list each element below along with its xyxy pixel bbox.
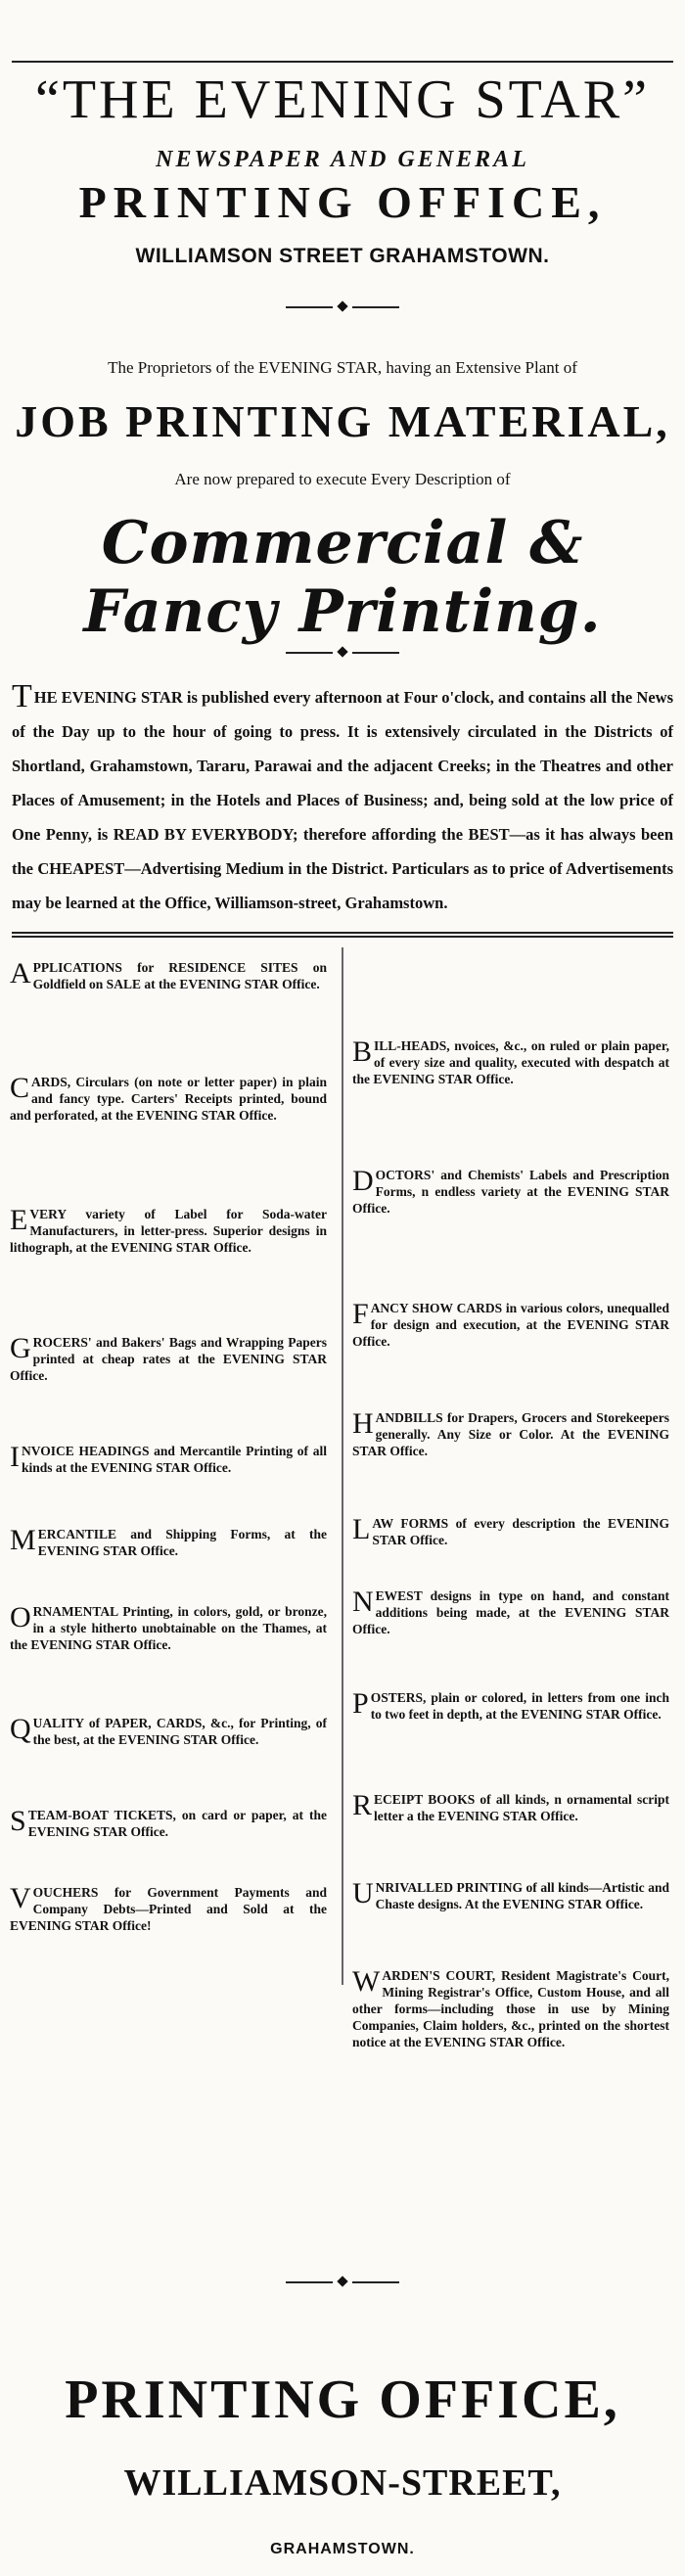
drop-cap: E: [10, 1204, 28, 1236]
drop-cap: L: [352, 1513, 371, 1545]
drop-cap: U: [352, 1877, 374, 1909]
evening-star-paragraph: [12, 680, 673, 920]
ornamental-rule: [0, 2276, 685, 2289]
ad-invoice: [10, 1443, 327, 1476]
drop-cap: F: [352, 1298, 369, 1330]
masthead-title: “THE EVENING STAR”: [34, 69, 651, 130]
masthead-subtitle: NEWSPAPER AND GENERAL: [156, 147, 529, 172]
ornamental-rule: [0, 300, 685, 314]
ad-text: VERY variety of Label for Soda-water Manufacturers, in letter-press. Superior designs in lithograph, at the EVENING STAR Office.: [10, 1207, 327, 1255]
drop-cap: S: [10, 1805, 26, 1837]
ad-text: NRIVALLED PRINTING of all kinds—Artistic and Chaste designs. At the EVENING STAR Office.: [375, 1880, 669, 1911]
printing-office-heading: PRINTING OFFICE,: [78, 177, 607, 227]
street-address: WILLIAMSON STREET GRAHAMSTOWN.: [135, 245, 550, 267]
ad-text: ARDEN'S COURT, Resident Magistrate's Court, Mining Registrar's Office, Custom House, and all other forms—including those in use by Mining Companies, Claim holders, &c., printed on the shortest notice at the EVENING STAR Office.: [352, 1968, 669, 2049]
section-divider: [12, 936, 673, 938]
ad-text: OCTORS' and Chemists' Labels and Prescription Forms, n endless variety at the EVENING STAR Office.: [352, 1168, 669, 1216]
ad-text: ROCERS' and Bakers' Bags and Wrapping Papers printed at cheap rates at the EVENING STAR Office.: [10, 1335, 327, 1383]
job-printing-heading: JOB PRINTING MATERIAL,: [15, 396, 670, 446]
ad-text: UALITY of PAPER, CARDS, &c., for Printing, of the best, at the EVENING STAR Office.: [32, 1716, 327, 1747]
ad-text: PPLICATIONS for RESIDENCE SITES on Goldfield on SALE at the EVENING STAR Office.: [32, 960, 327, 991]
ad-text: NVOICE HEADINGS and Mercantile Printing of all kinds at the EVENING STAR Office.: [22, 1444, 327, 1475]
ad-handbills: [352, 1409, 669, 1459]
ad-posters: [352, 1689, 669, 1723]
ad-text: ECEIPT BOOKS of all kinds, n ornamental script letter a the EVENING STAR Office.: [374, 1792, 669, 1823]
ad-text: OSTERS, plain or colored, in letters from one inch to two feet in depth, at the EVENING STAR Office.: [370, 1690, 669, 1722]
ad-text: AW FORMS of every description the EVENING STAR Office.: [372, 1516, 669, 1547]
drop-cap: N: [352, 1586, 374, 1618]
ad-receipt-books: [352, 1791, 669, 1824]
drop-cap: C: [10, 1072, 30, 1104]
ad-mercantile: [10, 1526, 327, 1559]
ad-text: ILL-HEADS, nvoices, &c., on ruled or plain paper, of every size and quality, executed with despatch at the EVENING STAR Office.: [352, 1038, 669, 1086]
ad-text: ANCY SHOW CARDS in various colors, unequalled for design and execution, at the EVENING STAR Office.: [352, 1301, 669, 1349]
section-divider: [12, 932, 673, 934]
ad-wardens-court: [352, 1967, 669, 2050]
ad-text: EWEST designs in type on hand, and constant additions being made, at the EVENING STAR Office.: [352, 1588, 669, 1636]
drop-cap: B: [352, 1035, 373, 1068]
ad-newest-designs: [352, 1587, 669, 1637]
ad-law-forms: [352, 1515, 669, 1548]
ad-steamboat: [10, 1807, 327, 1840]
drop-cap: P: [352, 1687, 369, 1720]
ad-vouchers: [10, 1884, 327, 1934]
ad-doctors: [352, 1167, 669, 1217]
drop-cap: M: [10, 1524, 36, 1556]
top-border: [12, 61, 673, 63]
drop-cap: R: [352, 1789, 373, 1821]
drop-cap: O: [10, 1601, 31, 1633]
ad-unrivalled: [352, 1879, 669, 1912]
commercial-fancy-heading: Commercial & Fancy Printing.: [83, 509, 602, 646]
ad-text: TEAM-BOAT TICKETS, on card or paper, at the EVENING STAR Office.: [27, 1808, 327, 1839]
footer-town: GRAHAMSTOWN.: [270, 2541, 415, 2557]
drop-cap: Q: [10, 1713, 31, 1745]
ad-ornamental: [10, 1603, 327, 1653]
drop-cap: G: [10, 1332, 31, 1364]
column-divider: [342, 947, 343, 1985]
ad-text: OUCHERS for Government Payments and Company Debts—Printed and Sold at the EVENING STAR Office!: [10, 1885, 327, 1933]
drop-cap: A: [10, 957, 31, 989]
ad-text: ERCANTILE and Shipping Forms, at the EVENING STAR Office.: [37, 1527, 327, 1558]
ad-bill-heads: [352, 1037, 669, 1087]
ad-labels: [10, 1206, 327, 1256]
drop-cap: T: [12, 678, 32, 714]
ad-cards: [10, 1074, 327, 1124]
drop-cap: I: [10, 1441, 20, 1473]
drop-cap: W: [352, 1965, 381, 1998]
ad-text: RNAMENTAL Printing, in colors, gold, or bronze, in a style hitherto unobtainable on the Thames, at the EVENING STAR Office.: [10, 1604, 327, 1652]
ad-quality: [10, 1715, 327, 1748]
ornamental-rule: [0, 646, 685, 660]
footer-printing-office: PRINTING OFFICE,: [65, 2369, 620, 2430]
ad-fancy-show-cards: [352, 1300, 669, 1350]
drop-cap: H: [352, 1407, 374, 1440]
ad-text: ARDS, Circulars (on note or letter paper) in plain and fancy type. Carters' Receipts printed, bound and perforated, at the EVENING STAR Office.: [10, 1075, 327, 1123]
ad-grocers: [10, 1334, 327, 1384]
paragraph-text: HE EVENING STAR is published every afternoon at Four o'clock, and contains all the News of the Day up to the hour of going to press. It is extensively circulated in the Districts of Shortland, Grahamstown, Tararu, Parawai and the adjacent Creeks; in the Theatres and other Places of Amusement; in the Hotels and Places of Business; and, being sold at the low price of One Penny, is READ BY EVERYBODY; therefore affording the BEST—as it has always been the CHEAPEST—Advertising Medium in the District. Particulars as to price of Advertisements may be learned at the Office, Williamson-street, Grahamstown.: [12, 688, 673, 912]
ad-applications: [10, 959, 327, 992]
drop-cap: V: [10, 1882, 31, 1914]
intro-line: The Proprietors of the EVENING STAR, having an Extensive Plant of: [108, 358, 577, 377]
footer-street: WILLIAMSON-STREET,: [123, 2462, 562, 2504]
prepared-line: Are now prepared to execute Every Description of: [174, 470, 511, 488]
ad-text: ANDBILLS for Drapers, Grocers and Storekeepers generally. Any Size or Color. At the EVENING STAR Office.: [352, 1410, 669, 1458]
drop-cap: D: [352, 1165, 374, 1197]
